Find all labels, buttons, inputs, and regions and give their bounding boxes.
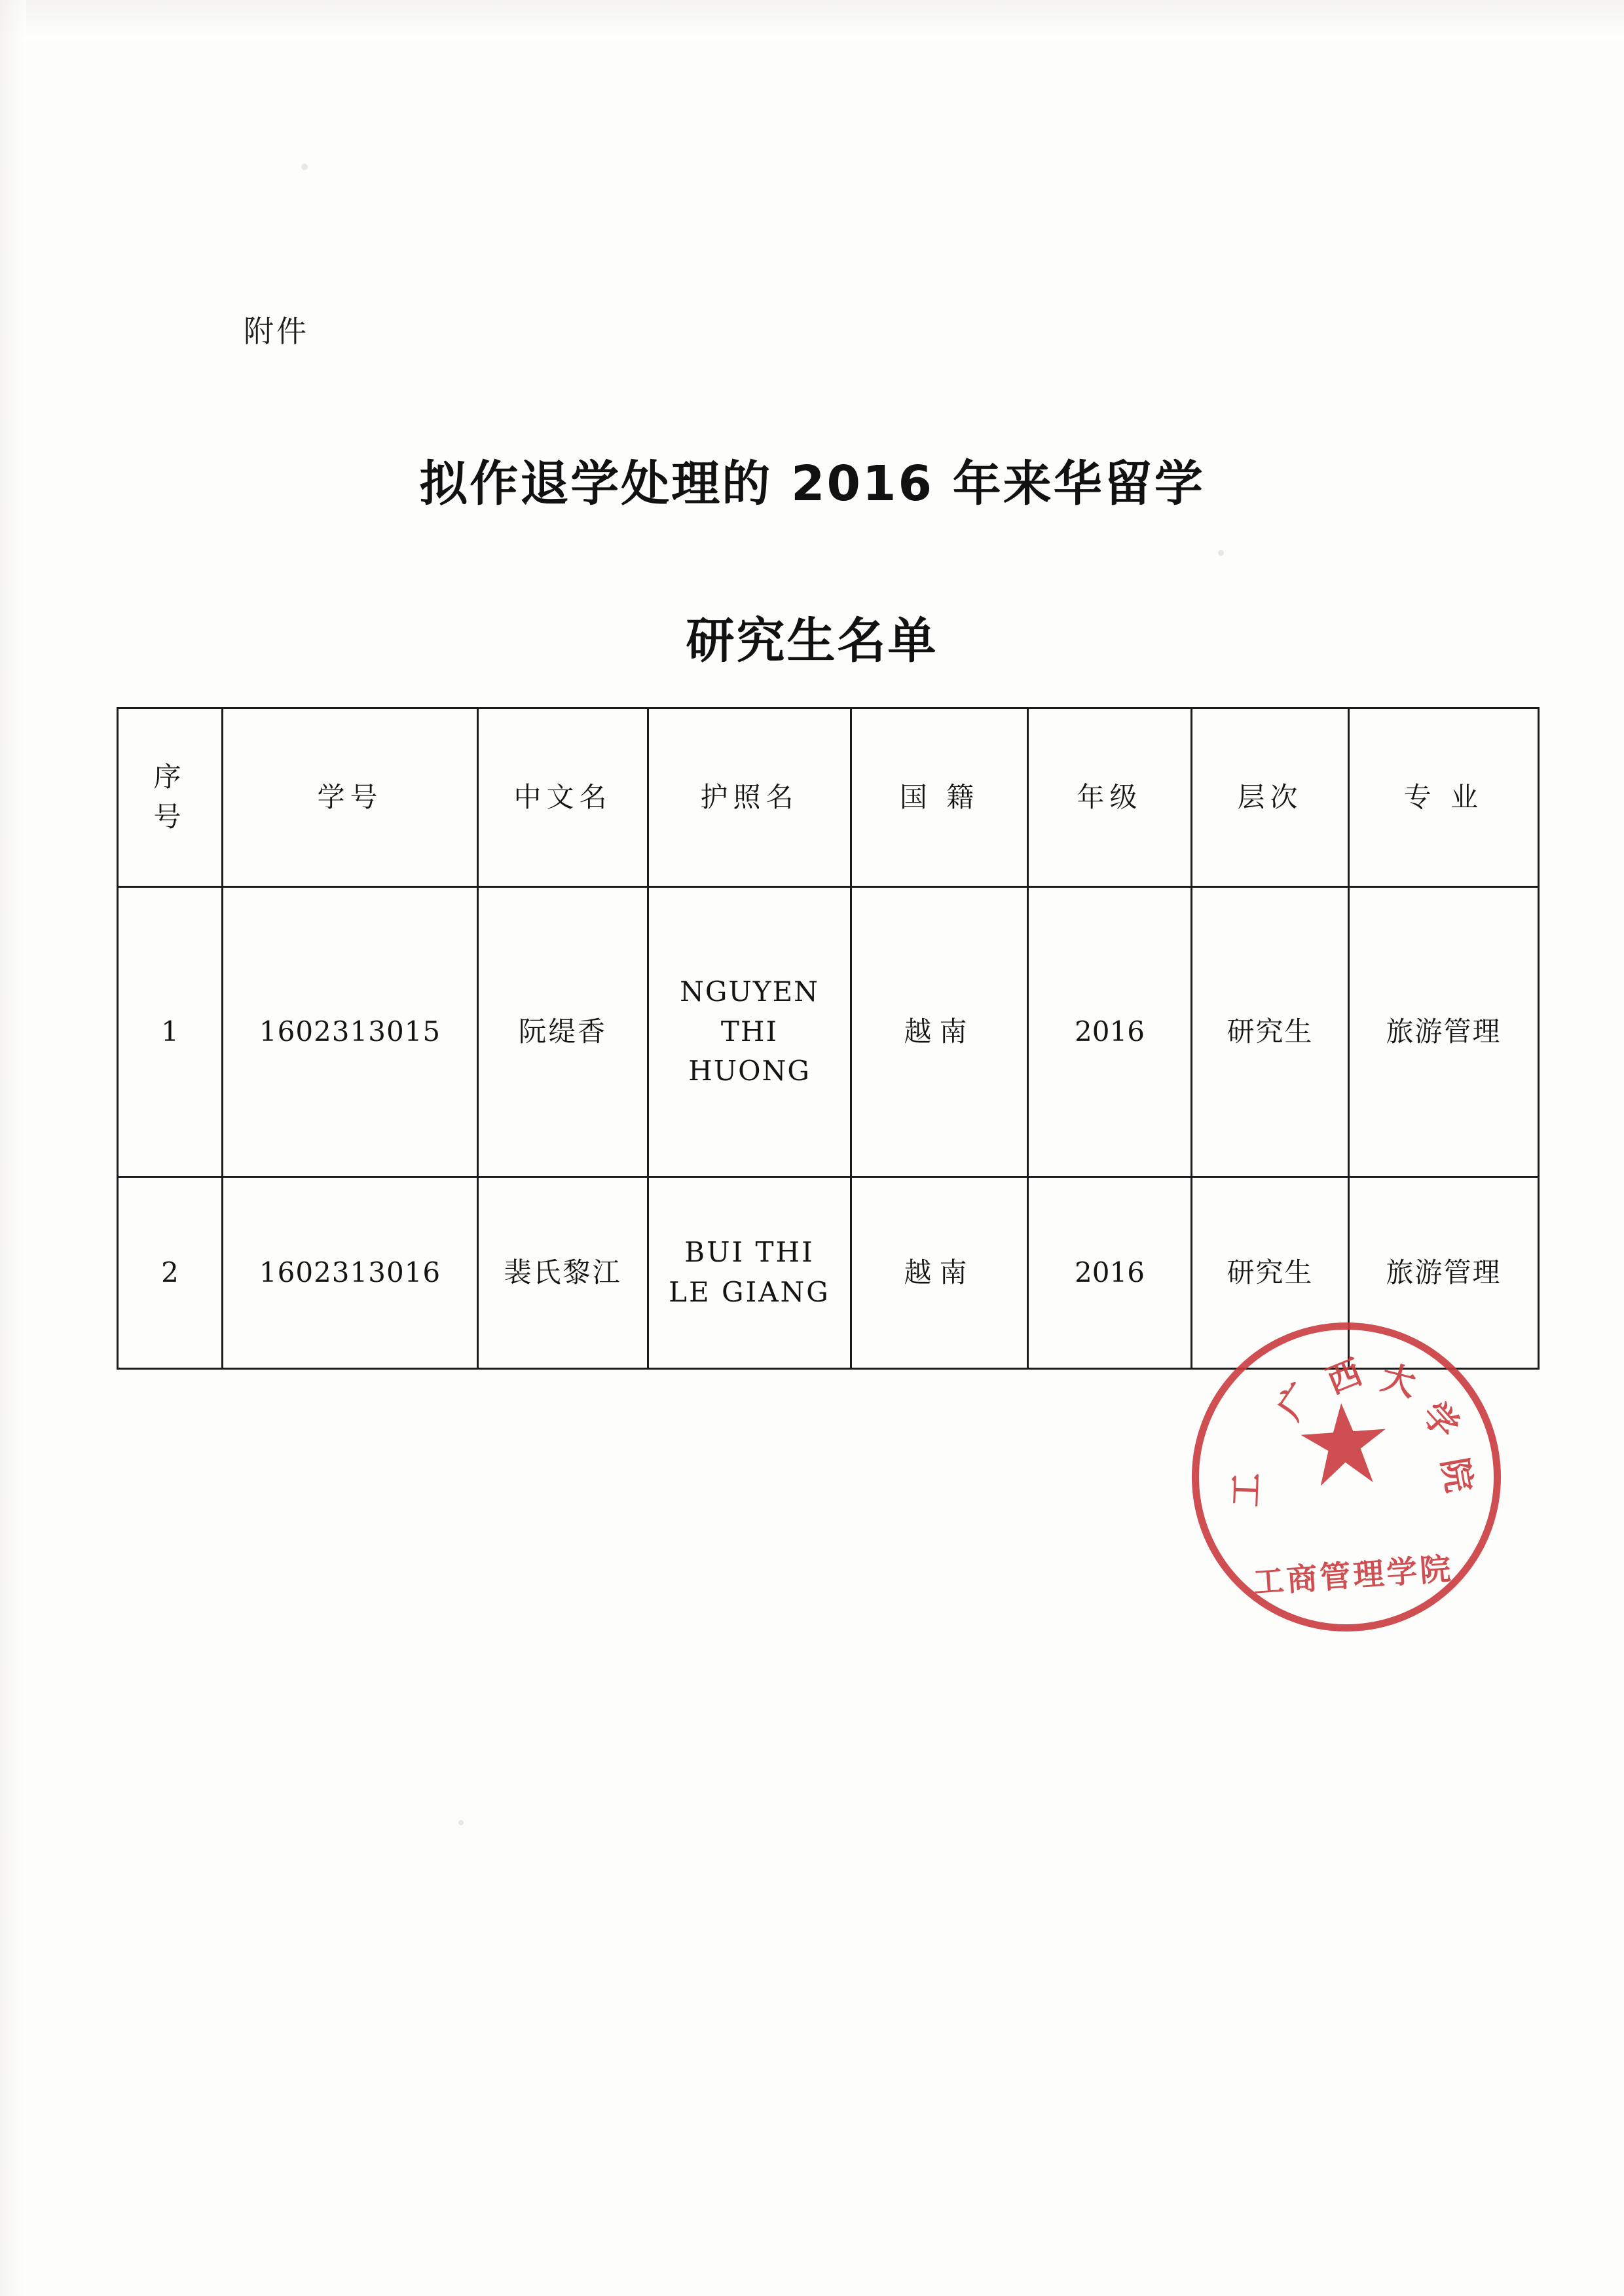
cell-chinese-name: 裴氏黎江 [478, 1177, 648, 1369]
table-row [118, 887, 1539, 1177]
seal-arc-char: 工 [1226, 1472, 1267, 1508]
column-header-major: 专 业 [1349, 708, 1539, 887]
passport-name-line: LE GIANG [669, 1276, 830, 1308]
passport-name-line: THI [720, 1015, 779, 1048]
scan-edge-top [0, 0, 1624, 39]
column-header-level: 层次 [1192, 708, 1349, 887]
seal-arc-char: 学 [1414, 1394, 1466, 1447]
cell-passport-name [648, 887, 851, 1177]
seal-bottom-text: 工商管理学院 [1252, 1551, 1455, 1601]
seal-arc-char: 大 [1376, 1358, 1420, 1405]
cell-level: 研究生 [1192, 887, 1349, 1177]
roster-table [117, 707, 1540, 1370]
cell-passport-name [648, 1177, 851, 1369]
roster-table-wrapper [117, 707, 1502, 1370]
passport-name-line: NGUYEN [680, 975, 819, 1008]
cell-level: 研究生 [1192, 1177, 1349, 1369]
table-header-row [118, 708, 1539, 887]
cell-major: 旅游管理 [1349, 1177, 1539, 1369]
column-header-chinese-name: 中文名 [478, 708, 648, 887]
passport-name-line: BUI THI [684, 1236, 815, 1269]
page-title-line1: 拟作退学处理的 2016 年来华留学 [419, 456, 1205, 512]
cell-grade: 2016 [1028, 887, 1192, 1177]
seal-arc-char: 院 [1433, 1455, 1479, 1496]
cell-student-id: 1602313016 [223, 1177, 478, 1369]
column-header-seq-char1: 序 [153, 761, 187, 793]
cell-seq: 2 [118, 1177, 223, 1369]
page-title-line2: 研究生名单 [686, 613, 938, 669]
scan-speck [458, 1820, 464, 1825]
cell-student-id: 1602313015 [223, 887, 478, 1177]
cell-nationality: 越南 [851, 1177, 1028, 1369]
seal-arc-char: 西 [1321, 1353, 1368, 1402]
cell-nationality: 越南 [851, 887, 1028, 1177]
cell-major: 旅游管理 [1349, 887, 1539, 1177]
scan-edge-left [0, 0, 26, 2296]
column-header-student-id: 学号 [223, 708, 478, 887]
column-header-nationality: 国 籍 [851, 708, 1028, 887]
column-header-seq [118, 708, 223, 887]
cell-chinese-name: 阮缇香 [478, 887, 648, 1177]
seal-arc-char: 广 [1270, 1376, 1322, 1427]
column-header-passport-name: 护照名 [648, 708, 851, 887]
passport-name-line: HUONG [688, 1055, 811, 1087]
column-header-seq-char2: 号 [153, 801, 187, 833]
attachment-label: 附件 [244, 314, 309, 349]
scan-speck [1218, 550, 1224, 556]
cell-grade: 2016 [1028, 1177, 1192, 1369]
scan-speck [301, 164, 308, 170]
column-header-grade: 年级 [1028, 708, 1192, 887]
cell-seq: 1 [118, 887, 223, 1177]
